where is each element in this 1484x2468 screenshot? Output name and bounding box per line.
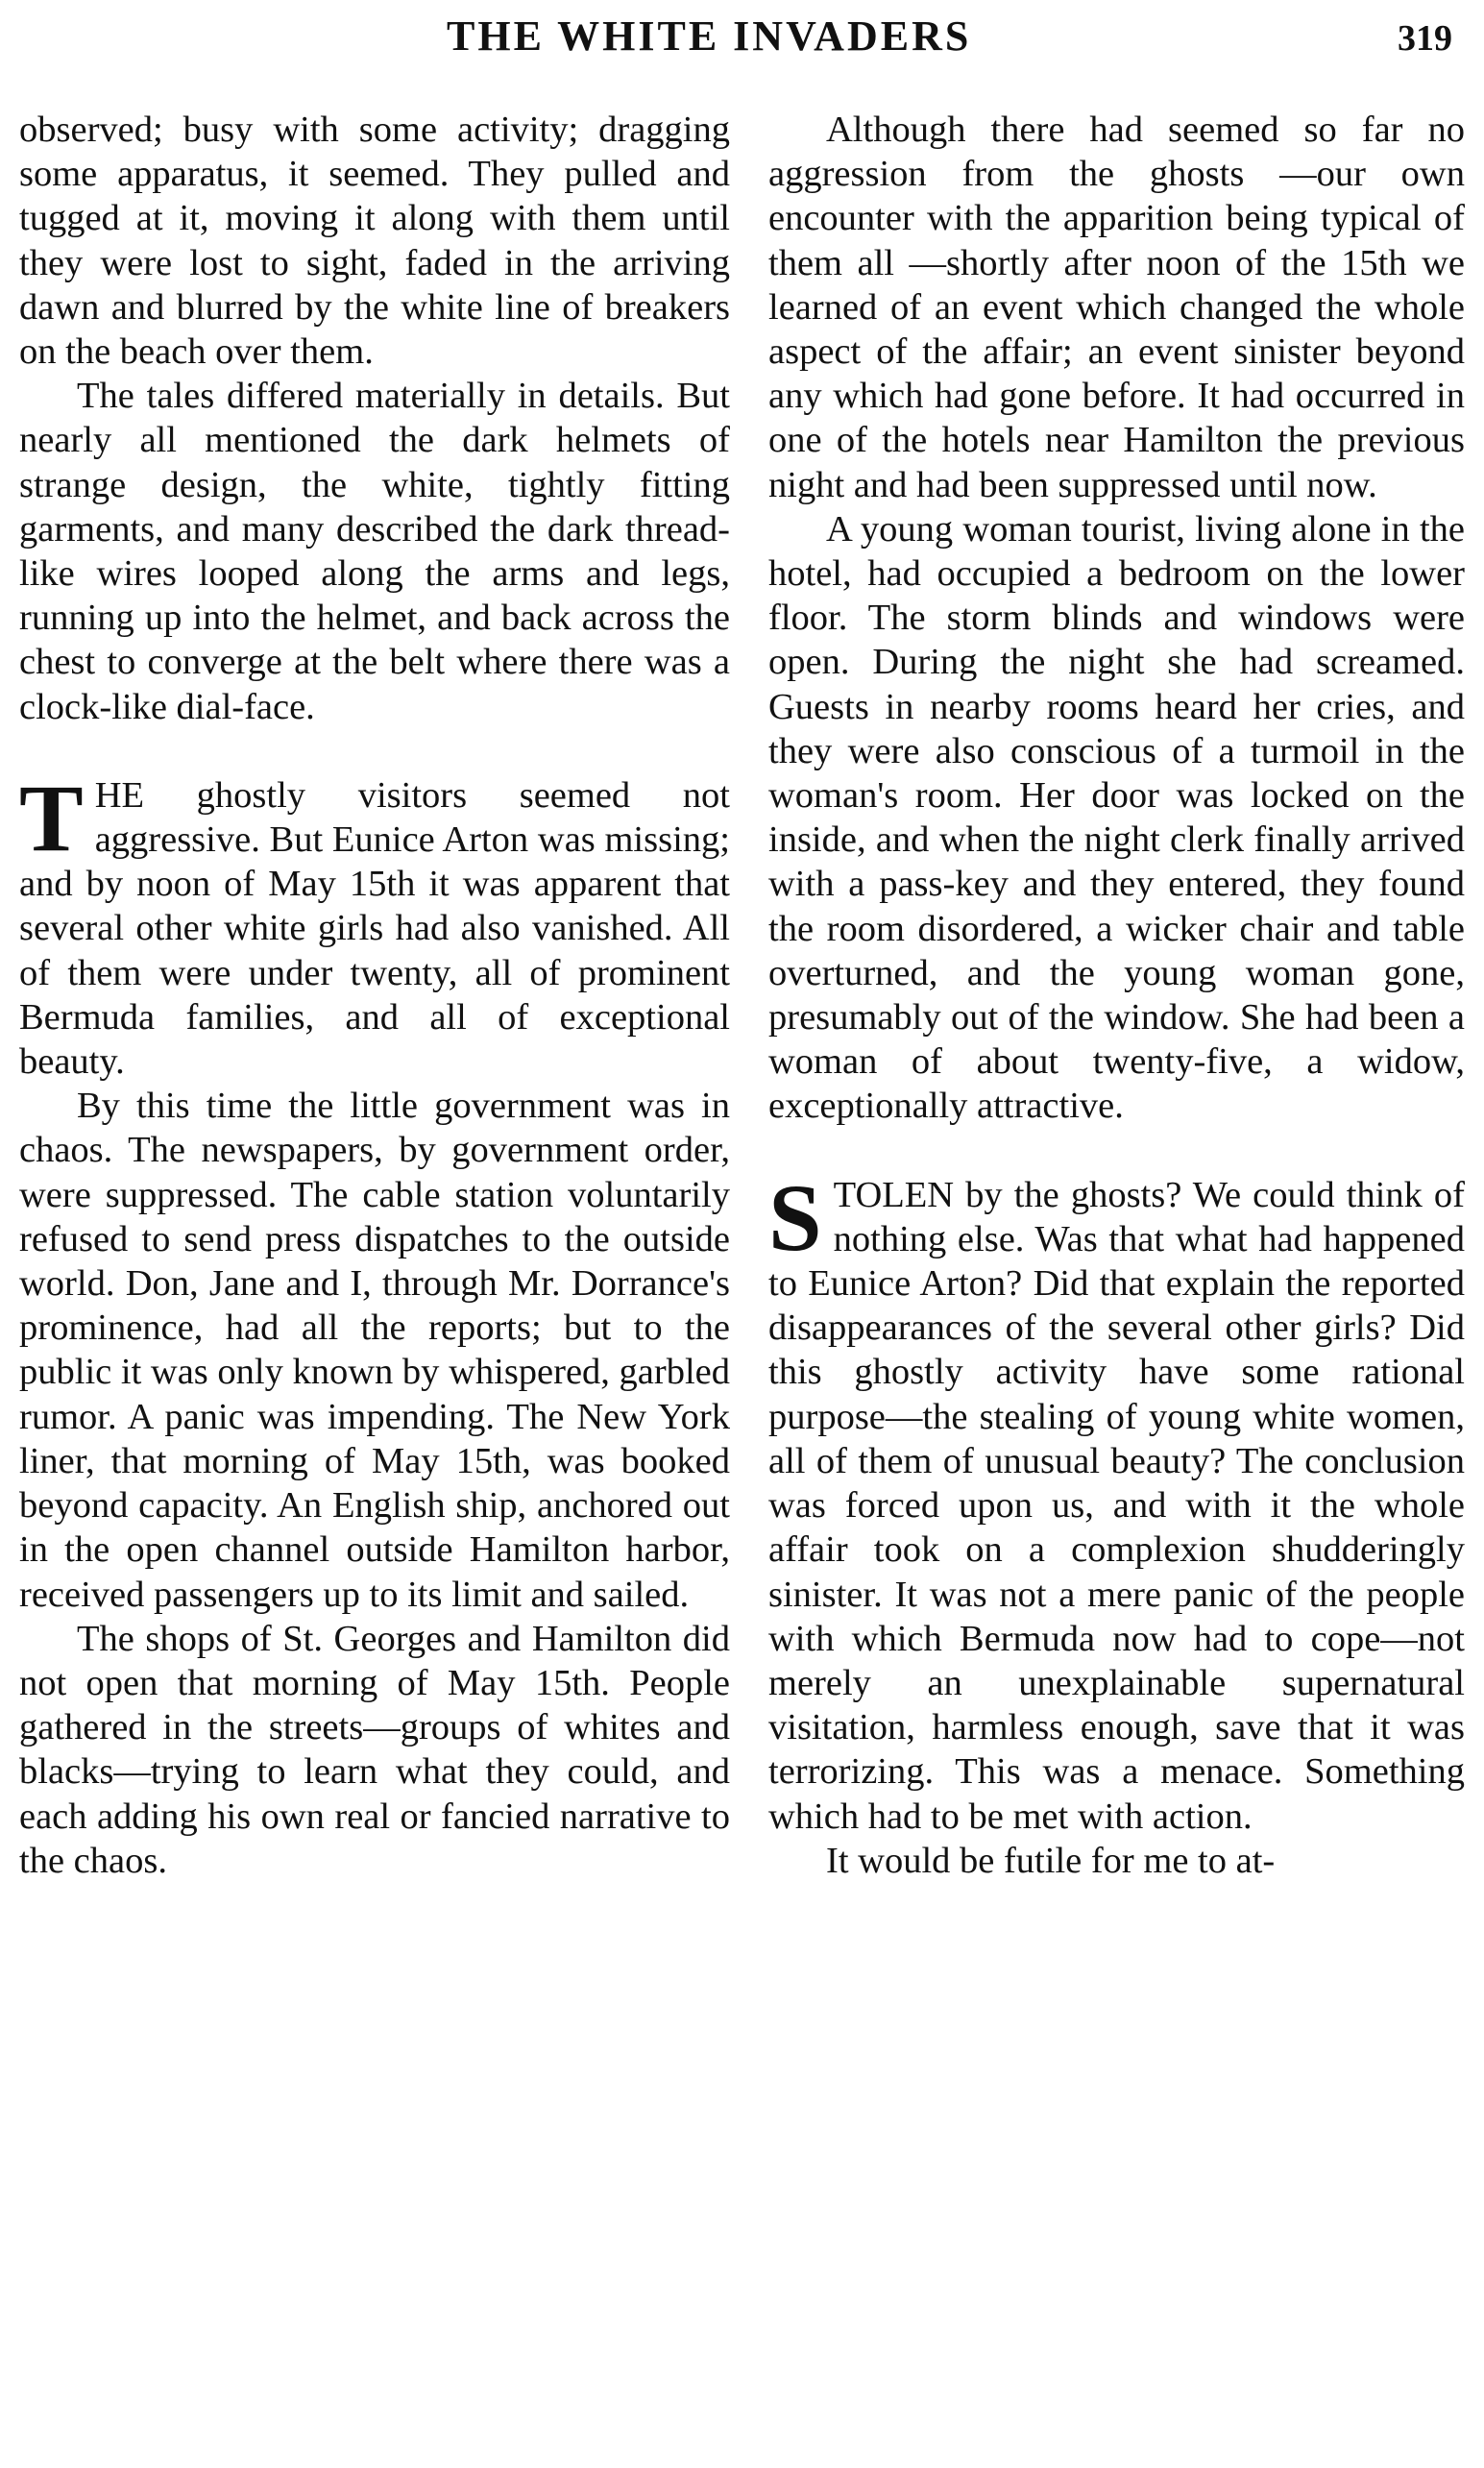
paragraph: By this time the little government was in chaos. The newspapers, by government order, were suppressed. The cable station voluntarily refused to send press dispatches to the outside world. Don, Jane and I, through Mr. Dorrance's prominence, had all the reports; but to the public it was only known by whispered, garbled rumor. A panic was impending. The New York liner, that morning of May 15th, was booked beyond capacity. An English ship, anchored out in the open channel outside Hamilton harbor, received passengers up to its limit and sailed. [19,1086,730,1615]
paragraph-text: TOLEN by the ghosts? We could think of nothing else. Was that what had happened to Eunice Arton? Did that explain the reported disappearances of the several other girls? Did this ghostly activity have some rational purpose—the stealing of young white women, all of them of unusual beauty? The conclusion was forced upon us, and with it the whole affair took on a complexion shudderingly sinister. It was not a mere panic of the people with which Bermuda now had to cope—not merely an unexplainable supernatural visitation, harmless enough, save that it was terrorizing. This was a menace. Something which had to be met with action. [768,1174,1465,1837]
paragraph: A young woman tourist, living alone in the hotel, had occupied a bedroom on the lower floor. The storm blinds and windows were open. During the night she had screamed. Guests in nearby rooms heard her cries, and they were also conscious of a turmoil in the woman's room. Her door was locked on the inside, and when the night clerk finally arrived with a pass-key and they entered, they found the room disordered, a wicker chair and table overturned, and the young woman gone, presumably out of the window. She had been a woman of about twenty-five, a widow, exceptionally attractive. [768,508,1465,1127]
paragraph: Although there had seemed so far no aggression from the ghosts —our own encounter with the apparition being typical of them all —shortly after noon of the 15th we learned of an event which changed the whole aspect of the affair; an event sinister beyond any which had gone before. It had occurred in one of the hotels near Hamilton the previous night and had been suppressed until now. [768,110,1465,505]
right-column [768,108,1465,1883]
paragraph: observed; busy with some activity; dragging some apparatus, it seemed. They pulled and tugged at it, moving it along with them until they were lost to sight, faded in the arriving dawn and blurred by the white line of breakers on the beach over them. [19,110,730,373]
drop-cap: S [768,1163,822,1271]
drop-cap: T [19,764,84,871]
paragraph: The tales differed materially in details. But nearly all mentioned the dark helmets of strange design, the white, tightly fitting garments, and many described the dark thread-like wires looped along the arms and legs, running up into the helmet, and back across the chest to converge at the belt where there was a clock-like dial-face. [19,376,730,727]
page-header [0,0,1484,77]
left-column [19,108,730,1883]
paragraph: It would be futile for me to at- [826,1840,1276,1881]
running-title: THE WHITE INVADERS [447,12,972,60]
section-paragraph [19,764,730,1084]
page-number: 319 [1398,18,1452,59]
section-paragraph [768,1163,1465,1839]
paragraph: The shops of St. Georges and Hamilton did not open that morning of May 15th. People gathered in the streets—groups of whites and blacks—trying to learn what they could, and each adding his own real or fancied narrative to the chaos. [19,1618,730,1881]
paragraph-text: HE ghostly visitors seemed not aggressive. But Eunice Arton was missing; and by noon of May 15th it was apparent that several other white girls had also vanished. All of them were under twenty, all of prominent Bermuda families, and all of exceptional beauty. [19,774,730,1083]
